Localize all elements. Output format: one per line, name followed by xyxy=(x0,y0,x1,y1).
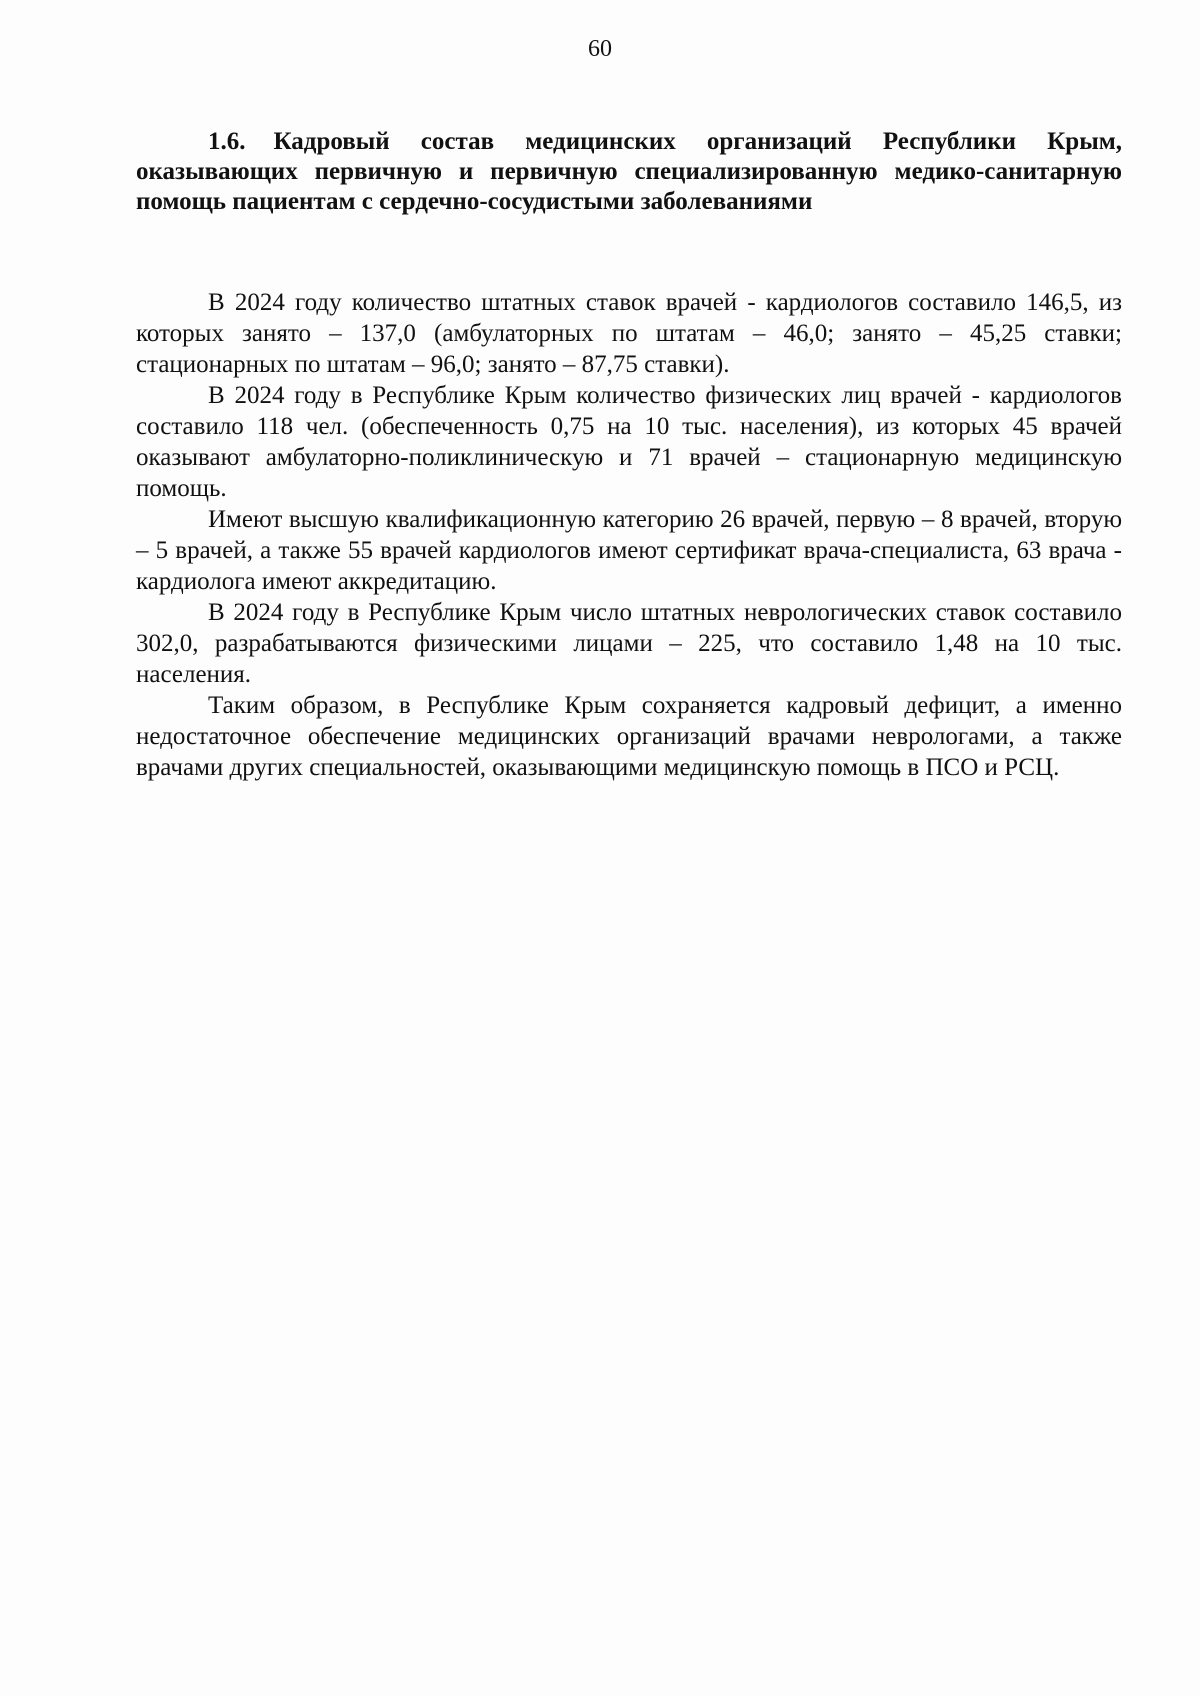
paragraph-conclusion: Таким образом, в Республике Крым сохраняется кадровый дефицит, а именно недостаточное обеспечение медицинских организаций врачами неврологами, а также врачами других специальностей, оказывающими медицинскую помощь в ПСО и РСЦ. xyxy=(136,692,1122,781)
page-number: 60 xyxy=(588,36,612,62)
section-heading xyxy=(136,127,1122,217)
section-title: Кадровый состав медицинских организаций Республики Крым, оказывающих первичную и первичную специализированную медико-санитарную помощь пациентам с сердечно-сосудистыми заболеваниями xyxy=(136,128,1122,215)
paragraph-neurology-positions: В 2024 году в Республике Крым число штатных неврологических ставок составило 302,0, разрабатываются физическими лицами – 225, что составило 1,48 на 10 тыс. населения. xyxy=(136,599,1122,688)
body-text xyxy=(136,287,1122,783)
paragraph-qualification-categories: Имеют высшую квалификационную категорию 26 врачей, первую – 8 врачей, вторую – 5 врачей, а также 55 врачей кардиологов имеют сертификат врача-специалиста, 63 врача - кардиолога имеют аккредитацию. xyxy=(136,506,1122,595)
paragraph-cardiologist-positions: В 2024 году количество штатных ставок врачей - кардиологов составило 146,5, из которых занято – 137,0 (амбулаторных по штатам – 46,0; занято – 45,25 ставки; стационарных по штатам – 96,0; занято – 87,75 ставки). xyxy=(136,289,1122,378)
section-number: 1.6. xyxy=(208,128,246,155)
paragraph-cardiologist-staff: В 2024 году в Республике Крым количество физических лиц врачей - кардиологов составило 118 чел. (обеспеченность 0,75 на 10 тыс. населения), из которых 45 врачей оказывают амбулаторно-поликлиническую и 71 врачей – стационарную медицинскую помощь. xyxy=(136,382,1122,502)
